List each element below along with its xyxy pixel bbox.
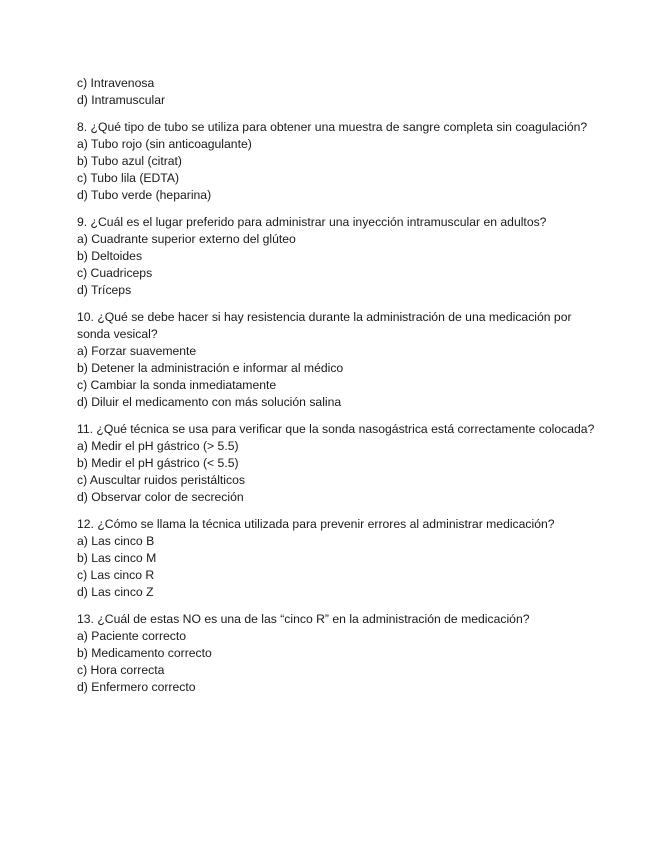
option-d: d) Enfermero correcto bbox=[77, 680, 196, 694]
option-b: b) Tubo azul (citrat) bbox=[77, 154, 182, 168]
question-12 bbox=[77, 516, 597, 601]
option-d: d) Tríceps bbox=[77, 283, 132, 297]
option-d: d) Diluir el medicamento con más solución salina bbox=[77, 395, 342, 409]
option-c: c) Cambiar la sonda inmediatamente bbox=[77, 378, 277, 392]
option-b: b) Medir el pH gástrico (< 5.5) bbox=[77, 456, 239, 470]
option-d: d) Las cinco Z bbox=[77, 585, 154, 599]
option-c: c) Auscultar ruidos peristálticos bbox=[77, 473, 245, 487]
option-a: a) Cuadrante superior externo del glúteo bbox=[77, 232, 296, 246]
option-b: b) Deltoides bbox=[77, 249, 143, 263]
option-b: b) Medicamento correcto bbox=[77, 646, 212, 660]
option-a: a) Paciente correcto bbox=[77, 629, 187, 643]
question-text: 10. ¿Qué se debe hacer si hay resistencia durante la administración de una medicación por sonda vesical? bbox=[77, 310, 572, 341]
option-c: c) Tubo lila (EDTA) bbox=[77, 171, 180, 185]
option-a: a) Forzar suavemente bbox=[77, 344, 197, 358]
question-text: 12. ¿Cómo se llama la técnica utilizada para prevenir errores al administrar medicación? bbox=[77, 517, 555, 531]
option-d: d) Intramuscular bbox=[77, 93, 166, 107]
question-text: 11. ¿Qué técnica se usa para verificar que la sonda nasogástrica está correctamente colocada? bbox=[77, 422, 595, 436]
option-c: c) Intravenosa bbox=[77, 76, 155, 90]
previous-question-options bbox=[77, 75, 597, 109]
question-9 bbox=[77, 214, 597, 299]
option-c: c) Hora correcta bbox=[77, 663, 165, 677]
option-a: a) Tubo rojo (sin anticoagulante) bbox=[77, 137, 252, 151]
option-b: b) Las cinco M bbox=[77, 551, 157, 565]
option-a: a) Las cinco B bbox=[77, 534, 155, 548]
question-13 bbox=[77, 611, 597, 696]
option-c: c) Cuadriceps bbox=[77, 266, 153, 280]
option-c: c) Las cinco R bbox=[77, 568, 155, 582]
question-11 bbox=[77, 421, 597, 506]
question-text: 13. ¿Cuál de estas NO es una de las “cinco R” en la administración de medicación? bbox=[77, 612, 530, 626]
option-a: a) Medir el pH gástrico (> 5.5) bbox=[77, 439, 239, 453]
question-8 bbox=[77, 119, 597, 204]
question-text: 8. ¿Qué tipo de tubo se utiliza para obtener una muestra de sangre completa sin coagulación? bbox=[77, 120, 588, 134]
option-d: d) Tubo verde (heparina) bbox=[77, 188, 212, 202]
question-text: 9. ¿Cuál es el lugar preferido para administrar una inyección intramuscular en adultos? bbox=[77, 215, 547, 229]
document-page bbox=[77, 75, 597, 696]
option-b: b) Detener la administración e informar al médico bbox=[77, 361, 344, 375]
option-d: d) Observar color de secreción bbox=[77, 490, 244, 504]
question-10 bbox=[77, 309, 597, 411]
